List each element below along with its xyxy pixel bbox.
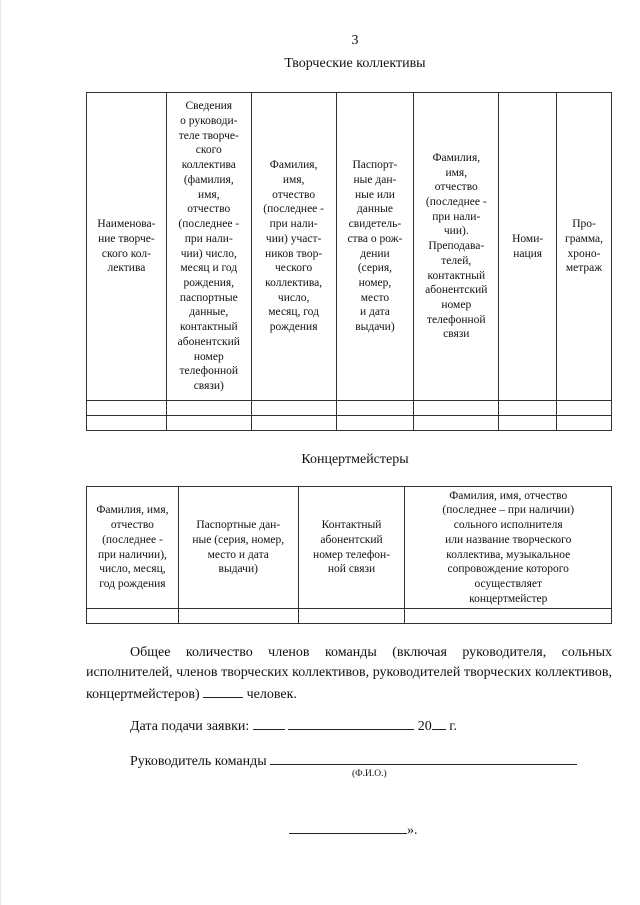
header-line: свидетель- — [348, 218, 402, 231]
table-row — [87, 416, 612, 431]
month-blank[interactable] — [288, 716, 414, 730]
header-line: месяц и год — [180, 262, 238, 275]
year-suffix: г. — [449, 719, 457, 734]
header-line: ные (серия, номер, — [192, 533, 285, 546]
header-line: и дата — [359, 306, 390, 319]
header-line: Паспортные дан- — [196, 519, 281, 532]
header-line: место — [360, 291, 390, 304]
header-line: или название творческого — [445, 533, 572, 546]
header-line: грамма, — [565, 232, 604, 245]
header-line: контактный — [179, 321, 238, 334]
header-line: телефонной — [179, 365, 239, 378]
submission-date-line — [130, 716, 457, 735]
header-line: данные, — [189, 306, 229, 319]
header-line: выдачи) — [355, 321, 395, 334]
table-header-row — [87, 93, 612, 401]
header-line: номер телефон- — [313, 548, 391, 561]
header-cell — [405, 487, 612, 609]
total-unit: человек. — [246, 686, 297, 702]
header-line: о руководи- — [180, 115, 238, 128]
header-line: дении — [360, 247, 390, 260]
creative-groups-heading: Творческие коллективы — [284, 56, 426, 71]
header-line: концертмейстер — [469, 592, 548, 605]
count-blank[interactable] — [203, 684, 243, 698]
header-line: Фамилия, — [269, 159, 318, 172]
header-line: ные или — [354, 188, 395, 201]
accompanists-table — [86, 486, 612, 624]
header-line: коллектива, музыкальное — [446, 548, 571, 561]
year-prefix: 20 — [417, 719, 432, 734]
header-line: чии). — [443, 225, 469, 238]
header-line: телей, — [441, 254, 472, 267]
header-line: коллектива, — [265, 276, 323, 289]
header-line: имя, — [197, 188, 220, 201]
table-header-row — [87, 487, 612, 609]
closing-blank[interactable] — [289, 820, 407, 834]
header-line: ников твор- — [265, 247, 323, 260]
header-line: Про- — [572, 218, 596, 231]
header-line: (последнее - — [263, 203, 324, 216]
total-members-paragraph — [86, 643, 612, 705]
header-cell — [251, 93, 336, 401]
team-leader-line — [130, 751, 577, 770]
fio-caption: (Ф.И.О.) — [352, 769, 387, 779]
header-line: (фамилия, — [183, 173, 234, 186]
header-line: при нали- — [184, 232, 233, 245]
header-line: Преподава- — [428, 240, 485, 253]
header-line: ского кол- — [101, 247, 151, 260]
header-line: имя, — [282, 173, 305, 186]
header-line: отчество — [187, 203, 231, 216]
closing-mark: ». — [407, 823, 418, 838]
header-line: место и дата — [207, 548, 269, 561]
header-cell — [336, 93, 414, 401]
header-line: рождения — [269, 321, 318, 334]
header-line: имя, — [445, 166, 468, 179]
header-cell — [87, 93, 167, 401]
header-line: абонентский — [425, 284, 488, 297]
header-line: лектива — [107, 262, 146, 275]
header-line: Номи- — [512, 232, 544, 245]
header-line: (последнее - — [102, 533, 163, 546]
closing-line — [289, 820, 418, 839]
header-line: нация — [513, 247, 543, 260]
header-line: (последнее – при наличии) — [442, 504, 575, 517]
header-line: ние творче- — [98, 232, 155, 245]
header-line: отчество — [434, 181, 478, 194]
header-line: номер, — [358, 276, 392, 289]
header-cell — [178, 487, 298, 609]
header-line: отчество — [110, 519, 154, 532]
creative-groups-table — [86, 92, 612, 431]
header-line: (последнее - — [178, 218, 240, 231]
page-number: 3 — [351, 33, 359, 48]
header-line: хроно- — [567, 247, 601, 260]
header-line: Фамилия, имя, — [96, 504, 169, 517]
leader-name-blank[interactable] — [270, 751, 577, 765]
header-cell — [87, 487, 179, 609]
header-line: метраж — [565, 262, 603, 275]
total-members-text: Общее количество членов команды (включая руководителя, сольных исполнителей, членов творческих коллективов, руководителей творческих коллективов, концертмейстеров) — [86, 645, 612, 702]
table-row — [87, 401, 612, 416]
header-cell — [557, 93, 612, 401]
day-blank[interactable] — [253, 716, 285, 730]
header-line: сольного исполнителя — [453, 519, 563, 532]
date-label: Дата подачи заявки: — [130, 719, 250, 734]
header-line: номер — [441, 299, 472, 312]
header-line: чии) участ- — [265, 232, 322, 245]
header-line: данные — [356, 203, 393, 216]
header-line: связи) — [193, 379, 224, 392]
header-line: год рождения — [99, 577, 166, 590]
header-line: выдачи) — [218, 563, 258, 576]
header-line: Фамилия, имя, отчество — [449, 489, 568, 502]
header-line: телефонной — [427, 313, 486, 326]
header-line: коллектива — [181, 159, 236, 172]
header-line: отчество — [272, 188, 316, 201]
header-line: (серия, — [357, 262, 393, 275]
header-line: рождения, — [183, 276, 235, 289]
header-line: Сведения — [185, 100, 233, 113]
leader-label: Руководитель команды — [130, 754, 267, 769]
header-line: при наличии), — [97, 548, 167, 561]
header-line: (последнее - — [425, 195, 487, 208]
header-line: Фамилия, — [432, 151, 481, 164]
header-line: число, — [277, 291, 310, 304]
header-line: ные дан- — [353, 173, 397, 186]
header-line: число, месяц, — [99, 563, 166, 576]
year-blank[interactable] — [432, 716, 446, 730]
header-line: при нали- — [269, 218, 318, 231]
header-line: Наименова- — [97, 218, 156, 231]
header-line: осуществляет — [474, 577, 543, 590]
header-cell — [166, 93, 251, 401]
header-cell — [298, 487, 405, 609]
header-line: месяц, год — [268, 306, 319, 319]
header-line: при нали- — [432, 210, 481, 223]
header-line: абонентский — [177, 335, 240, 348]
header-line: паспортные — [179, 291, 238, 304]
header-line: абонентский — [320, 533, 383, 546]
accompanists-heading: Концертмейстеры — [301, 452, 409, 467]
header-line: номер — [193, 350, 224, 363]
header-line: сопровождение которого — [447, 563, 569, 576]
header-line: Паспорт- — [352, 159, 398, 172]
header-cell — [414, 93, 499, 401]
header-line: связи — [443, 328, 470, 341]
header-cell — [499, 93, 557, 401]
table-row — [87, 609, 612, 624]
header-line: Контактный — [321, 519, 382, 532]
header-line: теле творче- — [178, 129, 239, 142]
header-line: чии) число, — [180, 247, 237, 260]
header-line: контактный — [427, 269, 486, 282]
header-line: ства о рож- — [347, 232, 403, 245]
header-line: ского — [195, 144, 222, 157]
header-line: ной связи — [327, 563, 376, 576]
header-line: ческого — [275, 262, 313, 275]
